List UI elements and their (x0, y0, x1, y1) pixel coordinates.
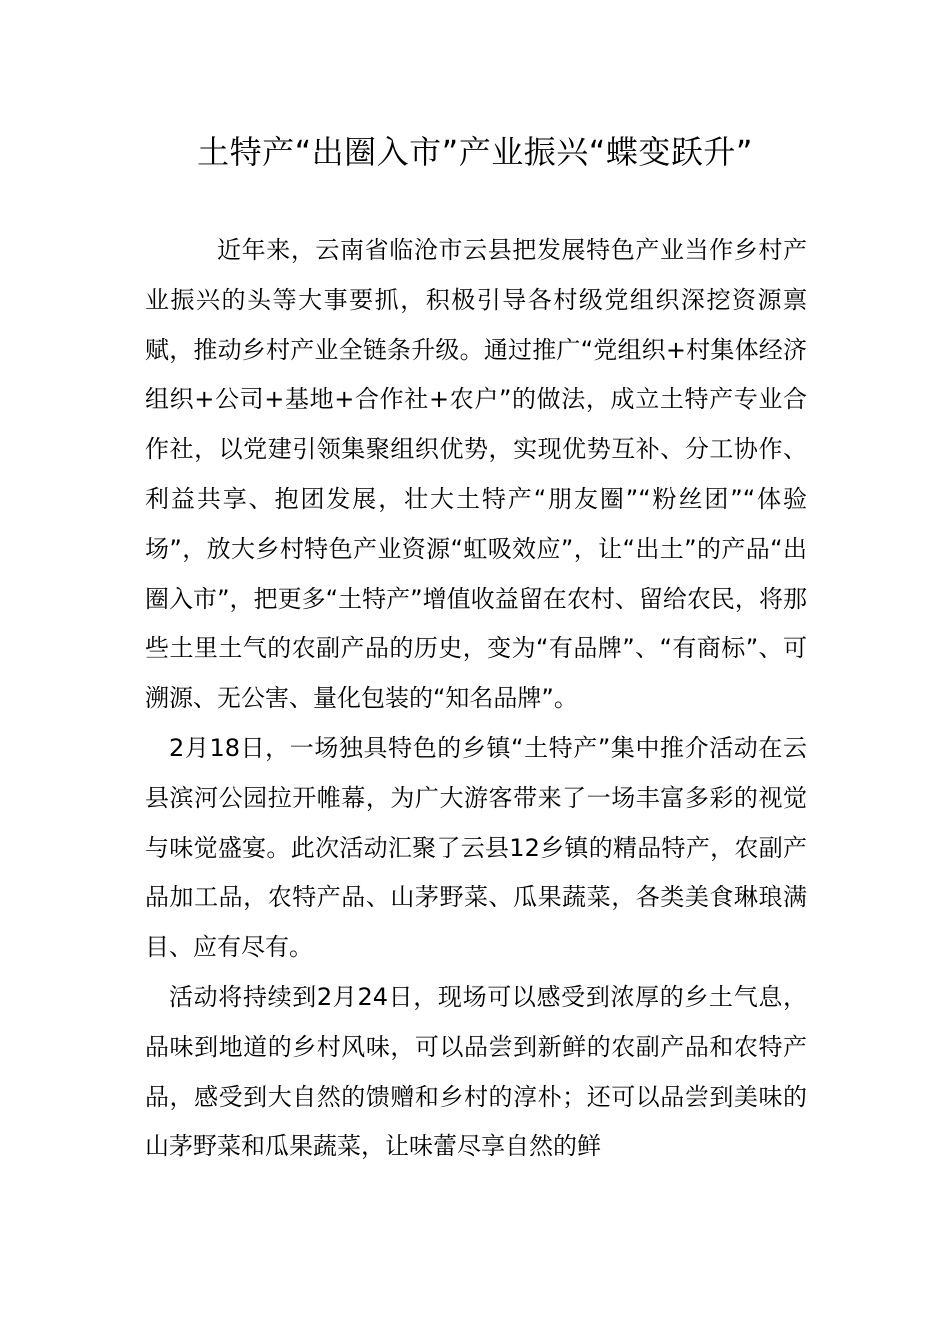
paragraph-event: 2月18日，一场独具特色的乡镇“土特产”集中推介活动在云县滨河公园拉开帷幕，为广大游客带来了一场丰富多彩的视觉与味觉盛宴。此次活动汇聚了云县12乡镇的精品特产，农副产品加工品，农特产品、山茅野菜、瓜果蔬菜，各类美食琳琅满目、应有尽有。 (145, 733, 807, 962)
document-title: 土特产“出圈入市”产业振兴“蝶变跃升” (197, 133, 753, 171)
paragraph-intro: 近年来，云南省临沧市云县把发展特色产业当作乡村产业振兴的头等大事要抓，积极引导各村级党组织深挖资源禀赋，推动乡村产业全链条升级。通过推广“党组织+村集体经济组织+公司+基地+合作社+农户”的做法，成立土特产专业合作社，以党建引领集聚组织优势，实现优势互补、分工协作、利益共享、抱团发展，壮大土特产“朋友圈”“粉丝团”“体验场”，放大乡村特色产业资源“虹吸效应”，让“出土”的产品“出圈入市”，把更多“土特产”增值收益留在农村、留给农民，将那些土里土气的农副产品的历史，变为“有品牌”、“有商标”、可溯源、无公害、量化包装的“知名品牌”。 (145, 236, 807, 713)
document-body (145, 226, 807, 1172)
paragraph-duration: 活动将持续到2月24日，现场可以感受到浓厚的乡土气息，品味到地道的乡村风味，可以品尝到新鲜的农副产品和农特产品，感受到大自然的馈赠和乡村的淳朴；还可以品尝到美味的山茅野菜和瓜果蔬菜，让味蕾尽享自然的鲜 (145, 982, 807, 1161)
